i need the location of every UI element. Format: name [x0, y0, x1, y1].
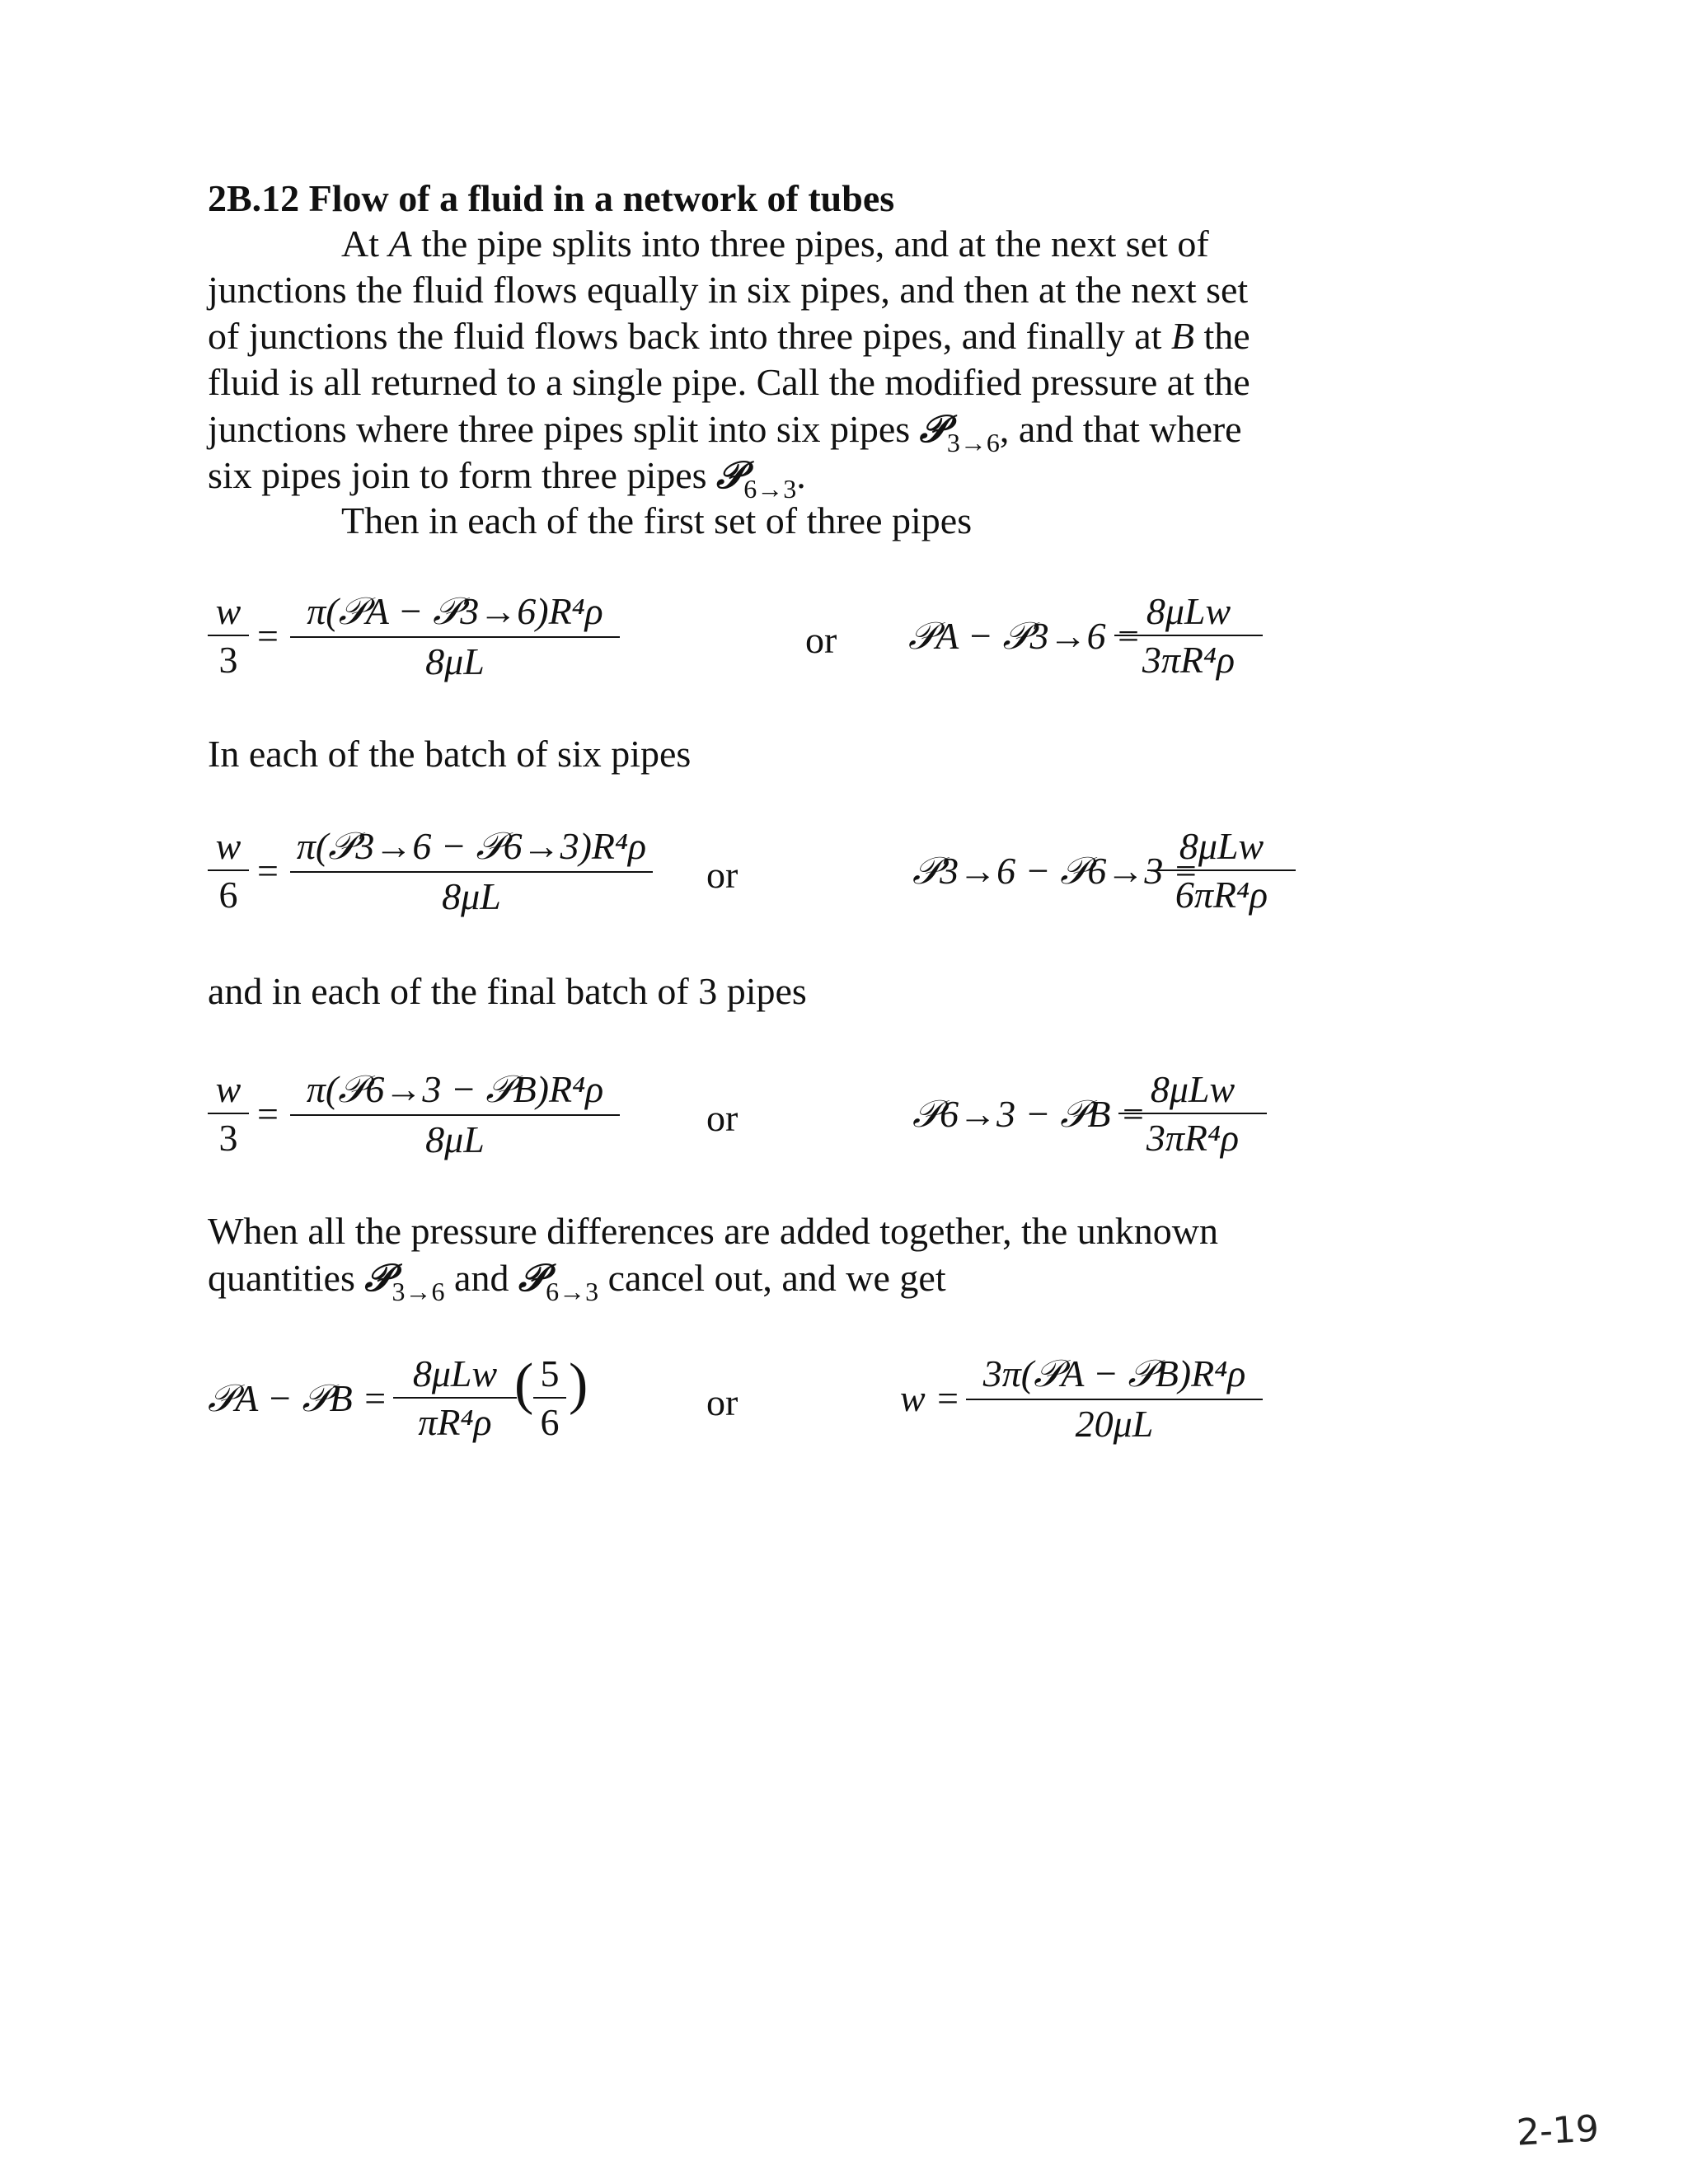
- intro-text: , and that where: [999, 408, 1242, 450]
- equals-sign: =: [257, 615, 279, 657]
- fraction-bar: [533, 1397, 566, 1399]
- fraction-numerator: 8μLw: [412, 1352, 498, 1394]
- text-final-batch: and in each of the final batch of 3 pipes: [208, 970, 807, 1012]
- fraction-denominator: 3: [218, 639, 238, 681]
- fraction-pressure-expression: [1114, 589, 1263, 682]
- fraction-bar: [1147, 869, 1296, 871]
- modified-pressure-symbol: 𝒫: [716, 452, 744, 497]
- or-connector: or: [706, 1097, 738, 1139]
- summary-text: and: [444, 1257, 518, 1299]
- fraction-bar: [966, 1399, 1263, 1400]
- right-paren: ): [569, 1352, 588, 1416]
- fraction-numerator: π(𝒫A − 𝒫3→6)R⁴ρ: [307, 590, 603, 632]
- fraction-bar: [290, 1114, 620, 1116]
- fraction-bar: [1114, 635, 1263, 636]
- fraction-flow-expression: [290, 824, 653, 918]
- fraction-bar: [290, 636, 620, 638]
- fraction-denominator: 6: [218, 874, 238, 916]
- fraction-numerator: 5: [540, 1352, 560, 1394]
- or-connector: or: [706, 1381, 738, 1423]
- subscript: 6→3: [743, 474, 797, 504]
- fraction-denominator: 3: [218, 1117, 238, 1159]
- equals-sign: =: [257, 850, 279, 892]
- fraction-flow-rate-result: [966, 1352, 1263, 1446]
- page-number: 2-19: [1515, 2107, 1601, 2154]
- intro-paragraph: [208, 221, 1419, 267]
- subscript: 3→6: [392, 1277, 445, 1306]
- summary-line-1: When all the pressure differences are added together, the unknown: [208, 1210, 1219, 1252]
- fraction-five-sixths: [533, 1352, 566, 1444]
- point-a-label: A: [388, 223, 412, 265]
- fraction-flow-expression: [290, 589, 620, 683]
- left-paren: (: [514, 1352, 534, 1416]
- fraction-flow-expression: [290, 1067, 620, 1161]
- equals-sign: =: [257, 1093, 279, 1135]
- pressure-difference-lhs: 𝒫A − 𝒫3→6 =: [908, 615, 1142, 657]
- fraction-denominator: 3πR⁴ρ: [1142, 639, 1236, 681]
- fraction-bar: [393, 1397, 517, 1399]
- fraction-numerator: 8μLw: [1146, 590, 1231, 632]
- intro-text: .: [796, 454, 806, 496]
- fraction-numerator: 3π(𝒫A − 𝒫B)R⁴ρ: [982, 1352, 1246, 1394]
- fraction-denominator: 8μL: [425, 1118, 485, 1160]
- intro-line-7: Then in each of the first set of three pipes: [341, 499, 973, 541]
- problem-heading: 2B.12 Flow of a fluid in a network of tubes: [208, 177, 895, 219]
- fraction-denominator: 6πR⁴ρ: [1175, 874, 1268, 916]
- fraction-numerator: w: [215, 1068, 241, 1110]
- equation-2: [208, 824, 1320, 923]
- summary-text: cancel out, and we get: [598, 1257, 946, 1299]
- fraction-denominator: 20μL: [1075, 1403, 1154, 1445]
- intro-line-2: junctions the fluid flows equally in six pipes, and then at the next set: [208, 269, 1249, 311]
- total-pressure-difference-lhs: 𝒫A − 𝒫B =: [208, 1377, 388, 1419]
- fraction-denominator: πR⁴ρ: [418, 1401, 492, 1443]
- intro-text: At: [341, 223, 389, 265]
- modified-pressure-symbol: 𝒫: [518, 1255, 546, 1300]
- or-connector: or: [805, 619, 837, 661]
- summary-text: quantities: [208, 1257, 365, 1299]
- subscript: 6→3: [546, 1277, 599, 1306]
- fraction-pressure-expression: [1118, 1067, 1267, 1160]
- intro-text: of junctions the fluid flows back into three pipes, and finally at: [208, 315, 1171, 357]
- summary-line-2: [208, 1254, 1419, 1308]
- fraction-w-over-3: [208, 1067, 249, 1160]
- intro-text: six pipes join to form three pipes: [208, 454, 717, 496]
- modified-pressure-symbol: 𝒫: [919, 406, 947, 451]
- intro-text: the: [1194, 315, 1250, 357]
- equation-3: [208, 1067, 1279, 1166]
- fraction-bar: [208, 1113, 249, 1114]
- flow-rate-lhs: w =: [900, 1377, 961, 1419]
- fraction-bar: [1118, 1113, 1267, 1114]
- fraction-numerator: π(𝒫3→6 − 𝒫6→3)R⁴ρ: [296, 825, 647, 867]
- modified-pressure-symbol: 𝒫: [364, 1255, 392, 1300]
- fraction-total-pressure: [393, 1352, 517, 1444]
- intro-line-3: [208, 313, 1419, 359]
- fraction-denominator: 6: [540, 1401, 560, 1443]
- fraction-numerator: w: [215, 825, 241, 867]
- fraction-bar: [290, 871, 653, 873]
- equation-4-result: [208, 1352, 1320, 1451]
- equation-1: [208, 589, 1279, 688]
- fraction-denominator: 8μL: [442, 875, 501, 917]
- fraction-denominator: 8μL: [425, 640, 485, 682]
- fraction-numerator: 8μLw: [1179, 825, 1264, 867]
- subscript: 3→6: [946, 428, 1000, 457]
- intro-line-4: fluid is all returned to a single pipe. Call the modified pressure at the: [208, 361, 1250, 403]
- intro-text: the pipe splits into three pipes, and at the next set of: [411, 223, 1209, 265]
- intro-text: junctions where three pipes split into six pipes: [208, 408, 920, 450]
- fraction-denominator: 3πR⁴ρ: [1146, 1117, 1240, 1159]
- point-b-label: B: [1170, 315, 1194, 357]
- fraction-w-over-3: [208, 589, 249, 682]
- fraction-bar: [208, 869, 249, 871]
- fraction-numerator: 8μLw: [1150, 1068, 1236, 1110]
- fraction-numerator: π(𝒫6→3 − 𝒫B)R⁴ρ: [306, 1068, 604, 1110]
- fraction-w-over-6: [208, 824, 249, 916]
- fraction-bar: [208, 635, 249, 636]
- fraction-pressure-expression: [1147, 824, 1296, 916]
- pressure-difference-lhs: 𝒫3→6 − 𝒫6→3 =: [912, 850, 1198, 892]
- or-connector: or: [706, 854, 738, 896]
- text-six-pipes: In each of the batch of six pipes: [208, 733, 692, 775]
- fraction-numerator: w: [215, 590, 241, 632]
- pressure-difference-lhs: 𝒫6→3 − 𝒫B =: [912, 1093, 1146, 1135]
